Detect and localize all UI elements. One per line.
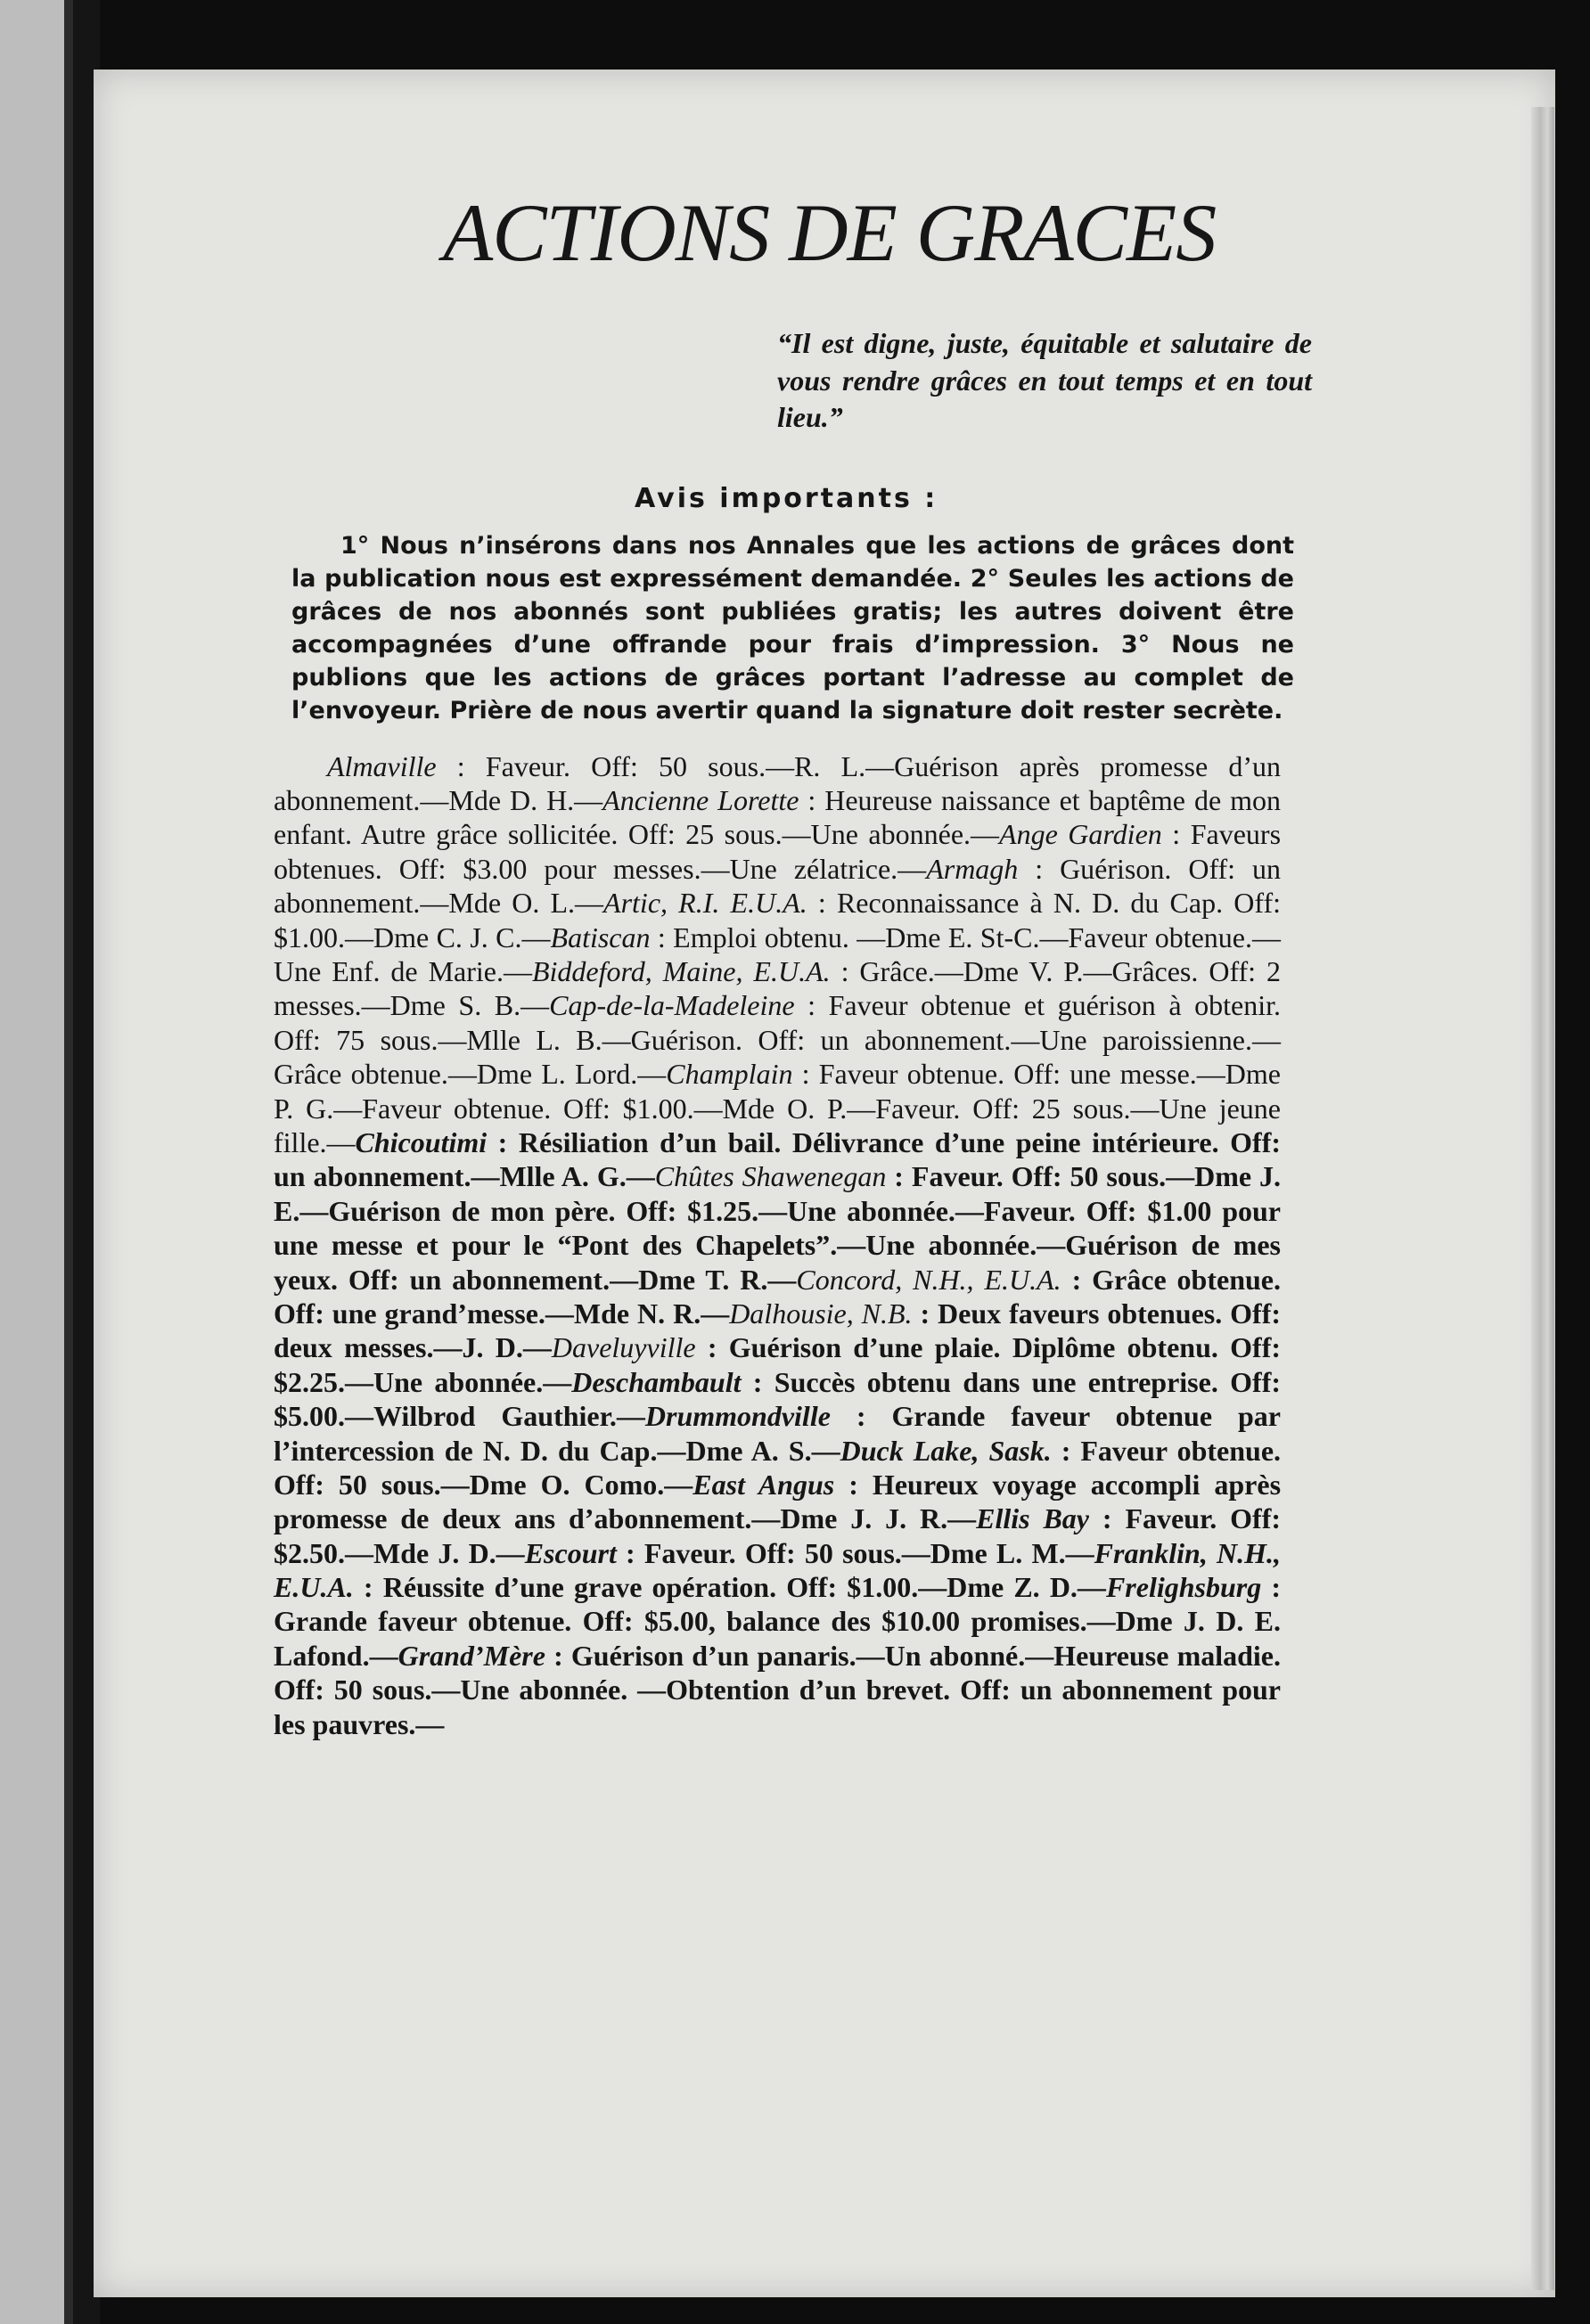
entry-text: : Faveur. Off: 50 sous.—Dme L. M.— xyxy=(616,1536,1094,1569)
page-content xyxy=(274,187,1312,1741)
entry-text: : Deux faveurs obtenues. Off: deux messes.—J. D.— xyxy=(274,1297,1281,1364)
entry-text: : Emploi obtenu. —Dme E. St-C.—Faveur obtenue.—Une Enf. de Marie.— xyxy=(274,921,1282,988)
entry-text: : Faveur. Off: 50 sous.—R. L.—Guérison après promesse d’un abonnement.—Mde D. H.— xyxy=(274,749,1281,817)
entry-text: : Heureux voyage accompli après promesse de deux ans d’abonnement.—Dme J. J. R.— xyxy=(274,1468,1282,1535)
entry-text: : Résiliation d’un bail. Délivrance d’une peine intérieure. Off: un abonnement.—Mlle A. G.— xyxy=(274,1125,1281,1193)
entry-text: : Grâce obtenue. Off: une grand’messe.—Mde N. R.— xyxy=(274,1263,1282,1330)
entry-place: Escourt xyxy=(524,1536,617,1569)
entry-place: Batiscan xyxy=(550,921,651,953)
entry-place: Ellis Bay xyxy=(976,1502,1090,1535)
entry-text: : Heureuse naissance et baptême de mon enfant. Autre grâce sollicitée. Off: 25 sous.—Une abonnée.— xyxy=(274,784,1281,851)
page-stack-edge xyxy=(1531,107,1554,2290)
entry-text: : Succès obtenu dans une entreprise. Off: $5.00.—Wilbrod Gauthier.— xyxy=(274,1365,1282,1433)
entry-place: Almaville xyxy=(327,749,437,782)
entry-place: Cap-de-la-Madeleine xyxy=(549,989,795,1022)
entry-text: : Faveur obtenue. Off: une messe.—Dme P. G.—Faveur obtenue. Off: $1.00.—Mde O. P.—Faveur. Off: 25 sous.—Une jeune fille.— xyxy=(274,1058,1282,1158)
epigraph: “Il est digne, juste, équitable et salutaire de vous rendre grâces en tout temps et en tout lieu.” xyxy=(777,327,1312,434)
entry-text: : Faveur. Off: $2.50.—Mde J. D.— xyxy=(274,1502,1282,1569)
entry-place: Champlain xyxy=(666,1058,793,1091)
entry-text: : Faveur. Off: 50 sous.—Dme J. E.—Guérison de mon père. Off: $1.25.—Une abonnée.—Faveur. Off: $1.00 pour une messe et pour le “Pont des Chapelets”.—Une abonnée.—Guérison de mes yeux. Off: un abonnement.—Dme T. R.— xyxy=(274,1160,1282,1296)
entry-place: Ancienne Lorette xyxy=(602,784,799,817)
entry-text: : Grâce.—Dme V. P.—Grâces. Off: 2 messes.—Dme S. B.— xyxy=(274,955,1282,1022)
facing-page-edge xyxy=(0,0,73,2324)
entry-place: Armagh xyxy=(926,852,1019,885)
entry-text: : Grande faveur obtenue. Off: $5.00, balance des $10.00 promises.—Dme J. D. E. Lafond.— xyxy=(274,1571,1282,1672)
entry-place: Chicoutimi xyxy=(355,1125,488,1158)
entry-place: Franklin, N.H., E.U.A. xyxy=(274,1536,1282,1604)
entry-place: Chûtes Shawenegan xyxy=(654,1160,887,1193)
entry-place: Dalhousie, N.B. xyxy=(729,1297,913,1330)
entry-place: Drummondville xyxy=(644,1400,831,1433)
entry-text: : Faveurs obtenues. Off: $3.00 pour messes.—Une zélatrice.— xyxy=(274,818,1282,885)
entry-text: : Grande faveur obtenue par l’intercession de N. D. du Cap.—Dme A. S.— xyxy=(274,1400,1282,1467)
entry-text: : Faveur obtenue. Off: 50 sous.—Dme O. Como.— xyxy=(274,1434,1282,1501)
entry-place: Deschambault xyxy=(571,1365,742,1398)
entry-place: Daveluyville xyxy=(551,1331,696,1364)
entry-text: : Guérison d’une plaie. Diplôme obtenu. Off: $2.25.—Une abonnée.— xyxy=(274,1331,1282,1398)
entry-text: : Guérison. Off: un abonnement.—Mde O. L.— xyxy=(274,852,1282,920)
notice-text: 1° Nous n’insérons dans nos Annales que les actions de grâces dont la publication nous est expressément demandée. 2° Seules les actions de grâces de nos abonnés sont publiées gratis; les autres doivent être accompagnées d’une offrande pour frais d’impression. 3° Nous ne publions que les actions de grâces portant l’adresse au complet de l’envoyeur. Prière de nous avertir quand la signature doit rester secrète. xyxy=(291,531,1294,724)
entry-place: Frelighsburg xyxy=(1105,1571,1262,1604)
entry-text: : Guérison d’un panaris.—Un abonné.—Heureuse maladie. Off: 50 sous.—Une abonnée. —Obtention d’un brevet. Off: un abonnement pour les pauvres.— xyxy=(274,1639,1281,1740)
entry-text: : Réussite d’une grave opération. Off: $1.00.—Dme Z. D.— xyxy=(353,1571,1106,1604)
entry-text: : Reconnaissance à N. D. du Cap. Off: $1.00.—Dme C. J. C.— xyxy=(274,887,1282,953)
entry-place: Concord, N.H., E.U.A. xyxy=(796,1263,1061,1296)
entry-place: East Angus xyxy=(693,1468,835,1501)
entry-place: Duck Lake, Sask. xyxy=(840,1434,1052,1467)
thanksgiving-entries xyxy=(274,749,1281,1741)
entry-text: : Faveur obtenue et guérison à obtenir. Off: 75 sous.—Mlle L. B.—Guérison. Off: un abonnement.—Une paroissienne.—Grâce obtenue.—Dme L. Lord.— xyxy=(274,989,1282,1091)
page-title: ACTIONS DE GRACES xyxy=(443,187,1217,278)
notice-title: Avis importants : xyxy=(635,482,938,514)
entry-place: Grand’Mère xyxy=(398,1639,545,1672)
entry-place: Artic, R.I. E.U.A. xyxy=(603,887,807,920)
entry-place: Ange Gardien xyxy=(999,818,1162,851)
entry-place: Biddeford, Maine, E.U.A. xyxy=(531,955,831,988)
